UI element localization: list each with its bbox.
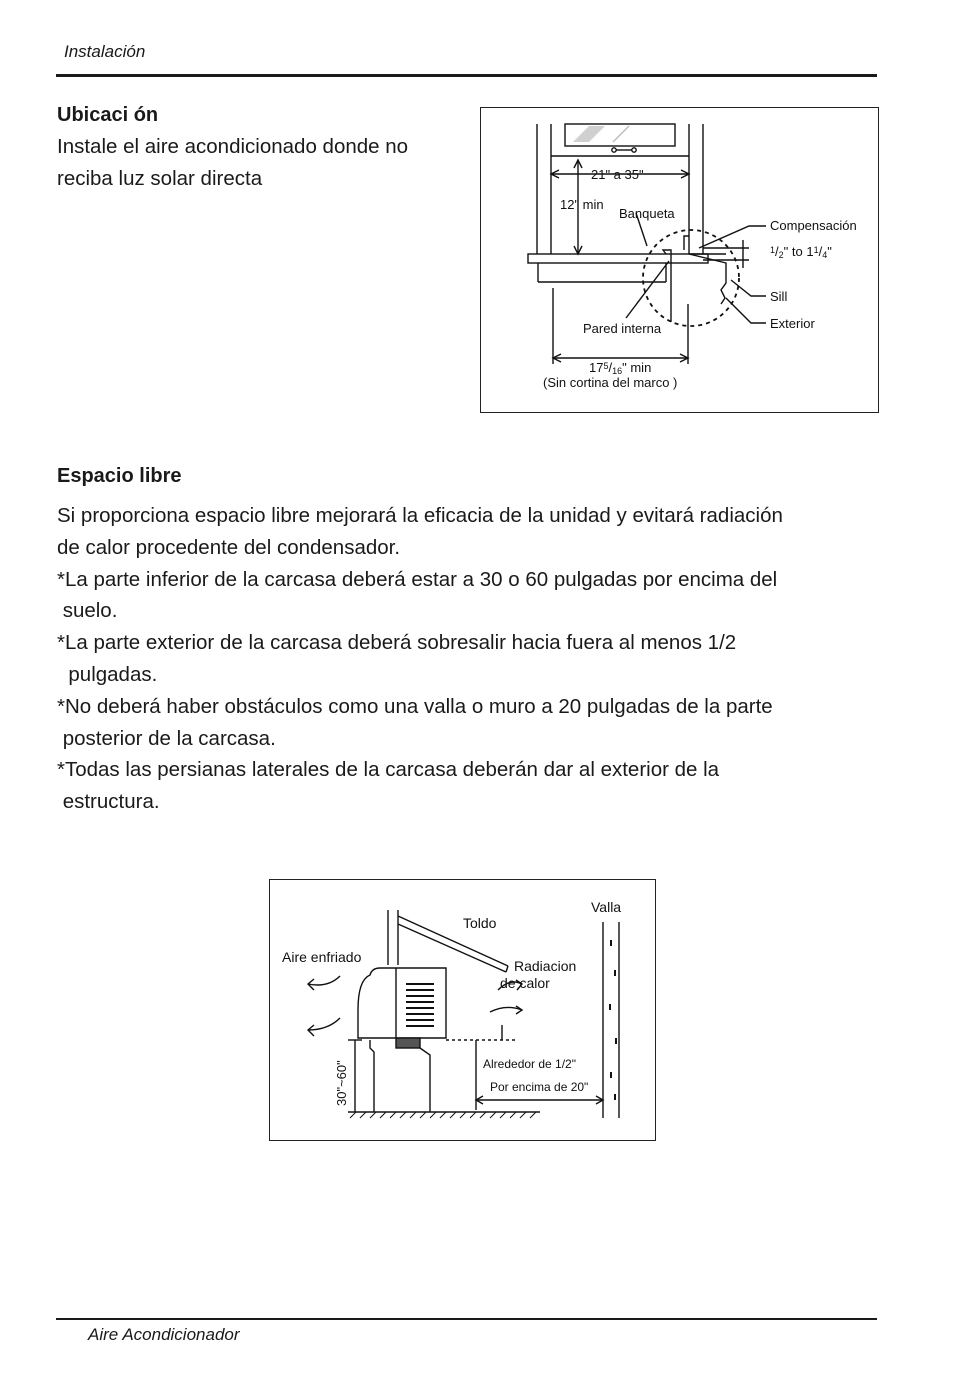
- width-range-label: 21" a 35": [591, 167, 644, 182]
- clearance-line: estructura.: [57, 790, 160, 813]
- clearance-line: *No deberá haber obstáculos como una valla o muro a 20 pulgadas de la parte: [57, 695, 773, 718]
- fence-label: Valla: [591, 899, 622, 915]
- cooled-air-label: Aire enfriado: [282, 949, 362, 965]
- about-half-inch-label: Alrededor de 1/2": [483, 1057, 576, 1071]
- heat-radiation-label-1: Radiacion: [514, 958, 577, 974]
- clearance-line: pulgadas.: [57, 663, 158, 686]
- location-text-line1: Instale el aire acondicionado donde no: [57, 135, 409, 158]
- clearance-line: *La parte exterior de la carcasa deberá sobresalir hacia fuera al menos 1/2: [57, 631, 737, 654]
- height-range-label: 30"~60": [334, 1060, 349, 1106]
- exterior-label: Exterior: [770, 316, 815, 331]
- no-curtain-label: (Sin cortina del marco ): [543, 375, 678, 390]
- inner-wall-label: Pared interna: [583, 321, 662, 336]
- ledge-label: Banqueta: [619, 206, 675, 221]
- depth-min-label: $17^5/16$" min: [589, 360, 652, 376]
- sill-label: Sill: [770, 289, 788, 304]
- clearance-heading: Espacio libre: [57, 465, 182, 487]
- clearance-line: Si proporciona espacio libre mejorará la eficacia de la unidad y evitará radiación: [57, 504, 783, 527]
- header-divider: [56, 74, 877, 77]
- footer-divider: [56, 1318, 877, 1320]
- clearance-line: *La parte inferior de la carcasa deberá estar a 30 o 60 pulgadas por encima del: [57, 568, 778, 591]
- section-header: Instalación: [64, 42, 146, 61]
- clearance-line: posterior de la carcasa.: [57, 727, 276, 750]
- height-min-label: 12" min: [560, 197, 604, 212]
- clearance-figure: [269, 879, 656, 1141]
- awning-label: Toldo: [463, 915, 497, 931]
- clearance-line: *Todas las persianas laterales de la carcasa deberán dar al exterior de la: [57, 758, 720, 781]
- clearance-diagram: [270, 880, 655, 1140]
- offset-range-label: $^1$/2" to $1^1/4$": [770, 244, 832, 260]
- window-installation-figure: [480, 107, 879, 413]
- footer-title: Aire Acondicionador: [88, 1325, 240, 1344]
- window-installation-diagram: [481, 108, 878, 412]
- location-text-line2: reciba luz solar directa: [57, 167, 263, 190]
- clearance-line: de calor procedente del condensador.: [57, 536, 401, 559]
- location-heading: Ubicaci ón: [57, 104, 159, 126]
- clearance-line: suelo.: [57, 599, 118, 622]
- over-20-inch-label: Por encima de 20": [490, 1080, 589, 1094]
- heat-radiation-label-2: de calor: [500, 975, 550, 991]
- offset-label: Compensación: [770, 218, 857, 233]
